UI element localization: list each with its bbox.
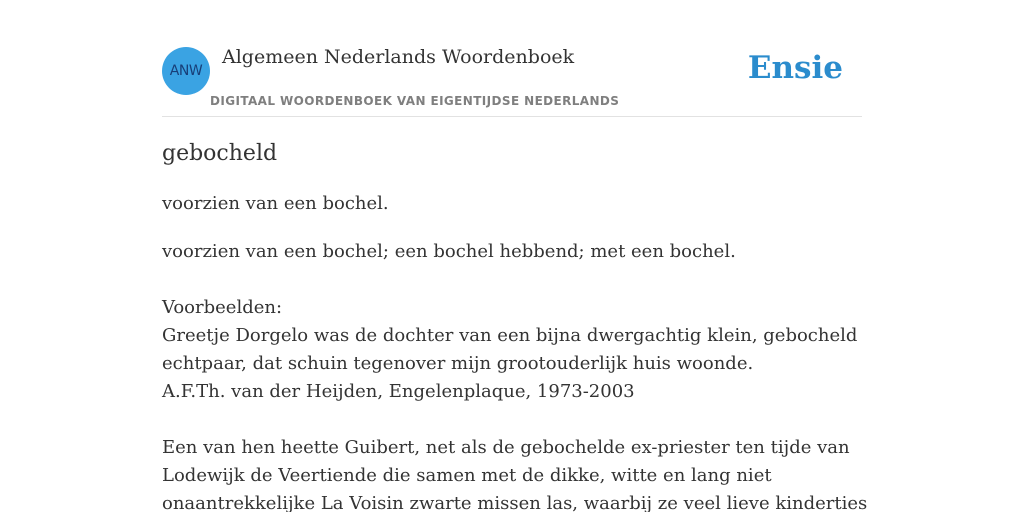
entry-summary: voorzien van een bochel. <box>162 193 389 214</box>
entry-content <box>162 138 868 512</box>
example-line: Een van hen heette Guibert, net als de gebochelde ex-priester ten tijde van <box>162 437 850 458</box>
entry-definition <box>162 238 868 512</box>
site-header <box>162 40 862 117</box>
ensie-brand-logo[interactable]: Ensie <box>747 50 843 86</box>
site-title[interactable]: Algemeen Nederlands Woordenboek <box>222 46 575 68</box>
headword: gebocheld <box>162 141 278 166</box>
anw-logo[interactable]: ANW <box>162 47 210 95</box>
example-line: Lodewijk de Veertiende die samen met de dikke, witte en lang niet <box>162 465 772 486</box>
example-line: onaantrekkelijke La Voisin zwarte missen las, waarbij ze veel lieve kinderties <box>162 493 868 512</box>
example-line: Greetje Dorgelo was de dochter van een bijna dwergachtig klein, gebocheld <box>162 325 858 346</box>
example-item <box>162 434 868 512</box>
definition-text: voorzien van een bochel; een bochel hebbend; met een bochel. <box>162 241 736 262</box>
example-source: A.F.Th. van der Heijden, Engelenplaque, 1973-2003 <box>162 381 635 402</box>
example-line: echtpaar, dat schuin tegenover mijn grootouderlijk huis woonde. <box>162 353 754 374</box>
example-item <box>162 322 862 406</box>
site-subtitle: DIGITAAL WOORDENBOEK VAN EIGENTIJDSE NEDERLANDS <box>210 94 620 108</box>
examples-label: Voorbeelden: <box>162 297 283 318</box>
